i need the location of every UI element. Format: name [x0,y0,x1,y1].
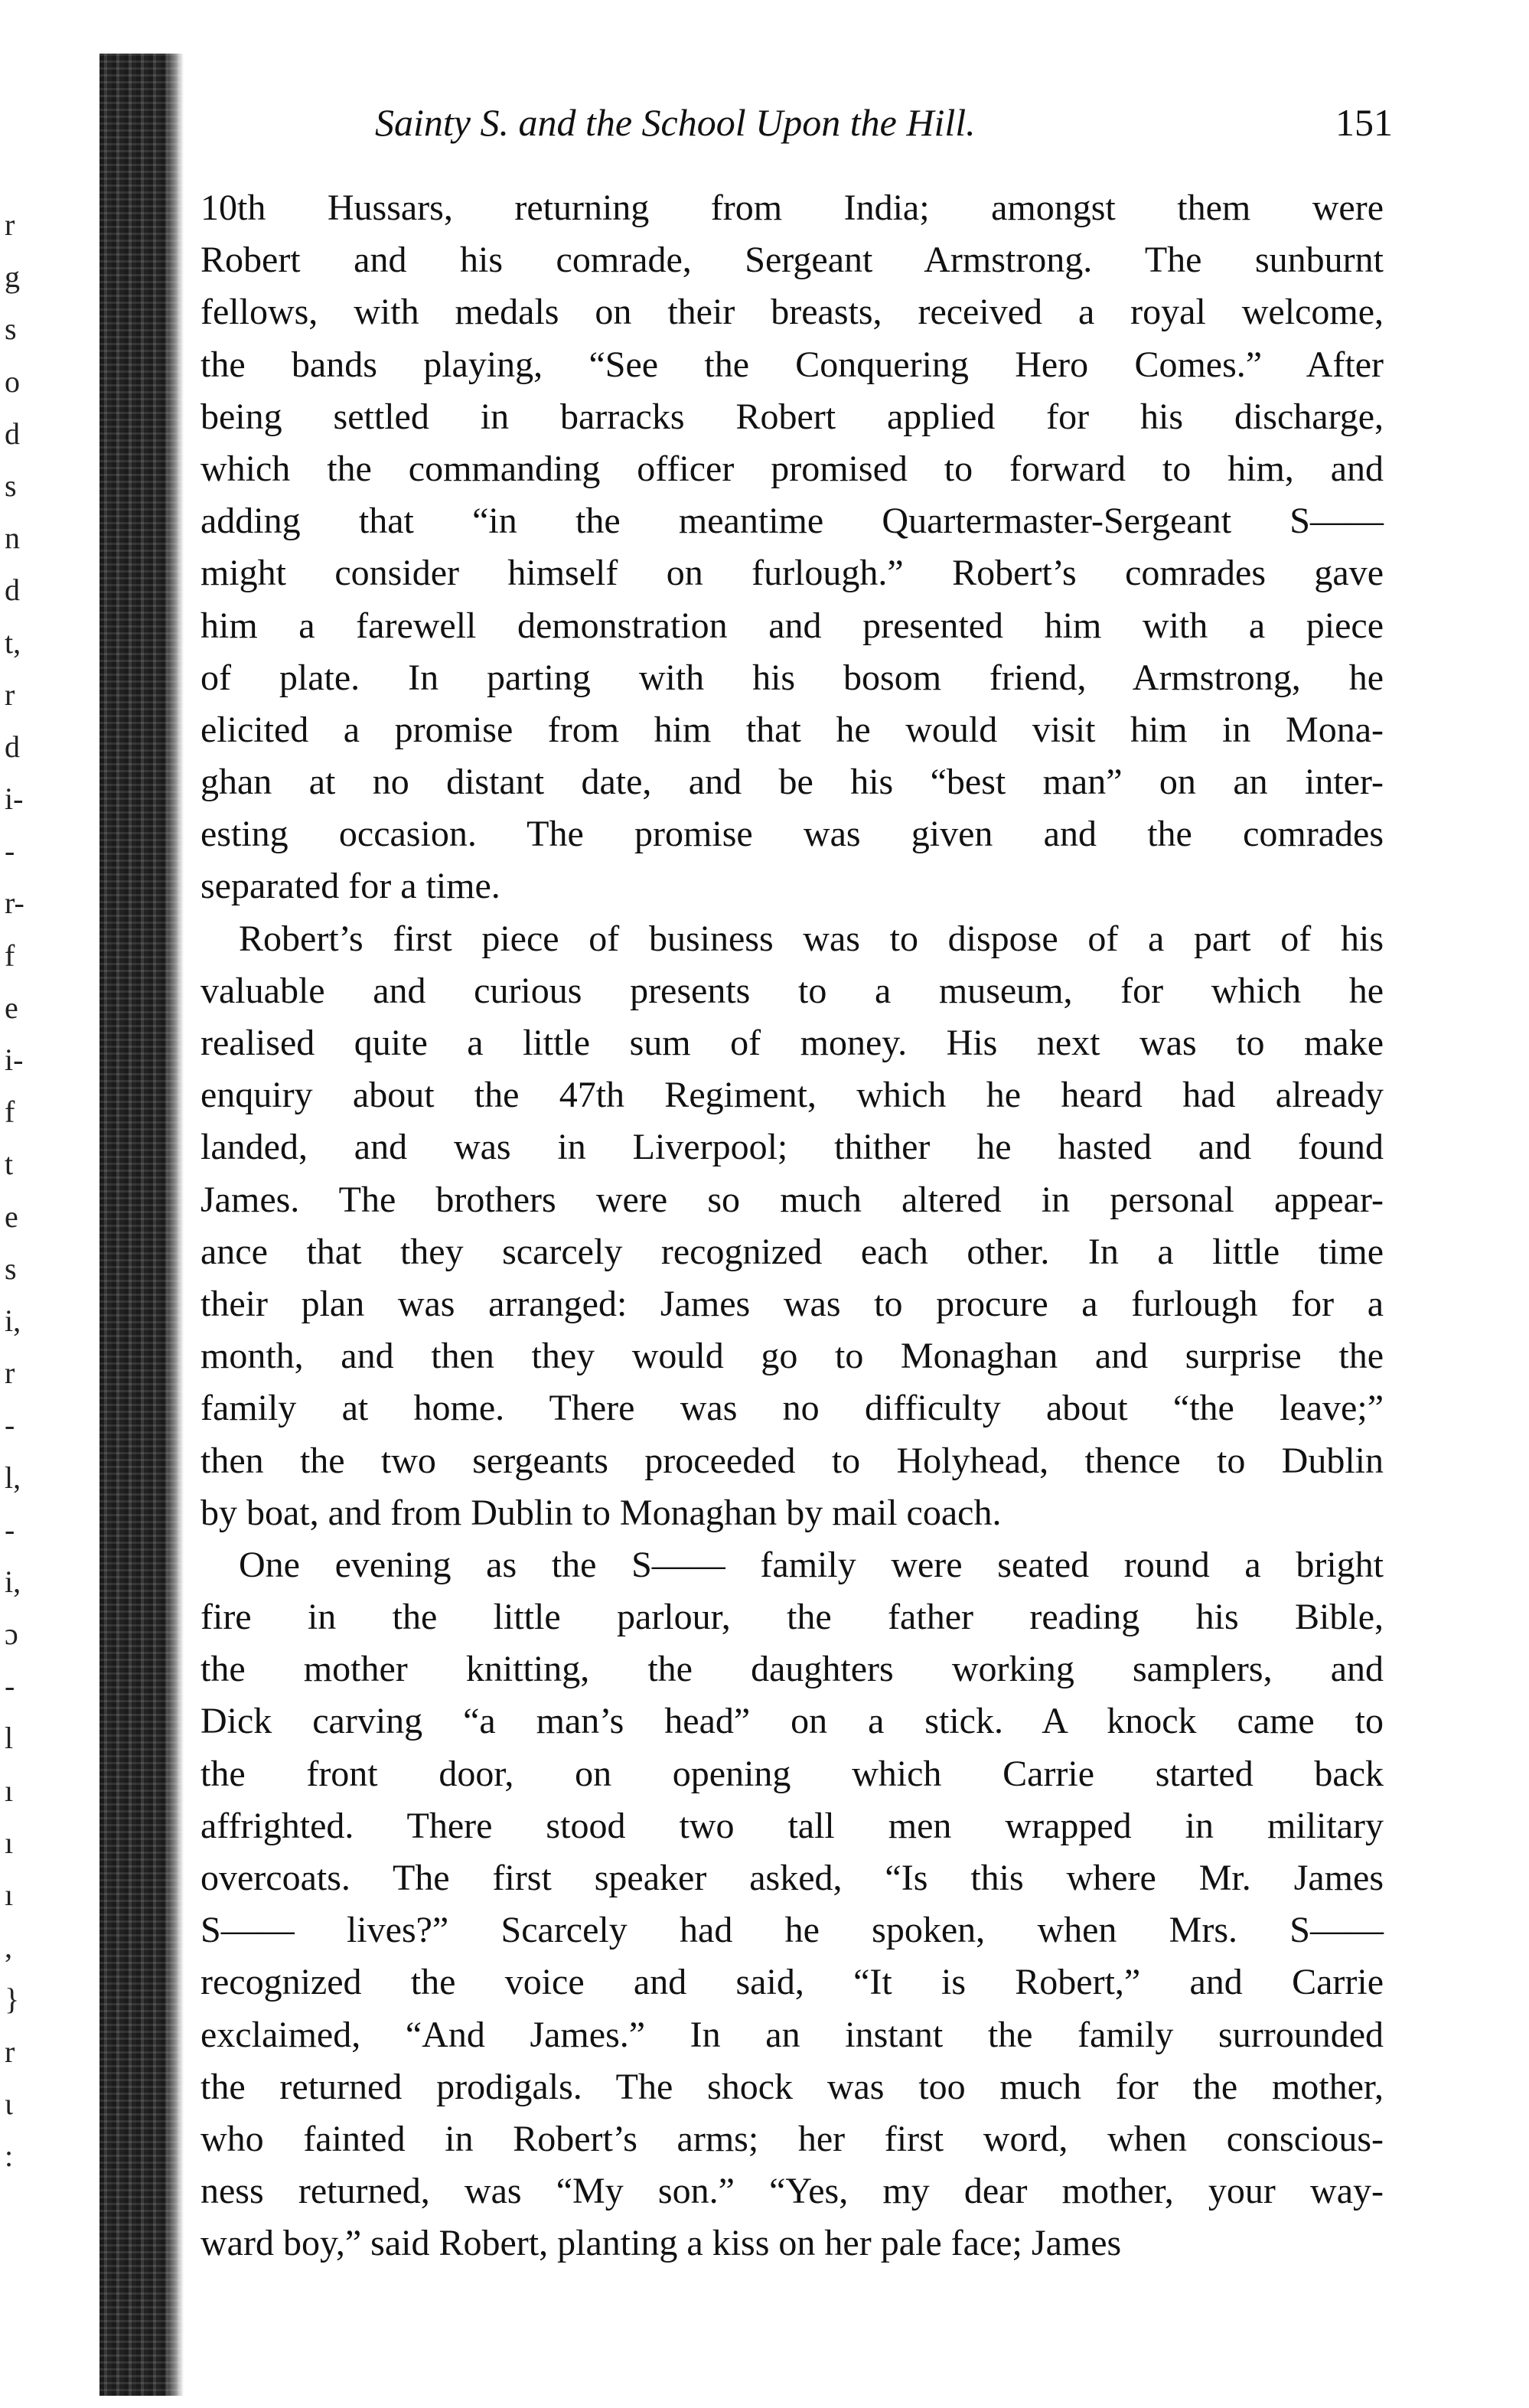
margin-char: f [5,938,15,973]
margin-char: e [5,1199,18,1234]
text-line: James. The brothers were so much altered in personal appear- [200,1179,1384,1220]
margin-char: i- [5,781,24,817]
text-line: who fainted in Robert’s arms; her first word, when conscious- [200,2118,1384,2159]
margin-char: t [5,1147,14,1182]
text-line: affrighted. There stood two tall men wrapped in military [200,1805,1384,1846]
text-line: fire in the little parlour, the father reading his Bible, [200,1597,1384,1638]
margin-char: i, [5,1303,21,1338]
margin-char: ı [5,1878,14,1912]
margin-char: t, [5,625,21,660]
text-line: One evening as the S—— family were seated round a bright [239,1544,1384,1585]
text-line: him a farewell demonstration and presented him with a piece [200,605,1384,646]
text-line: Robert’s first piece of business was to dispose of a part of his [239,918,1384,959]
paragraph [200,1539,1384,2270]
text-line: overcoats. The first speaker asked, “Is this where Mr. James [200,1858,1384,1898]
margin-char: r [5,1356,15,1391]
margin-char: i, [5,1564,21,1599]
text-line: ward boy,” said Robert, planting a kiss on her pale face; James [200,2223,1122,2264]
text-line: esting occasion. The promise was given and the comrades [200,814,1384,855]
margin-char: ı [5,1773,14,1808]
margin-char: l, [5,1460,21,1495]
margin-char: i- [5,1042,24,1077]
margin-char: r- [5,886,24,921]
margin-char: - [5,1669,15,1704]
text-line: by boat, and from Dublin to Monaghan by mail coach. [200,1492,1002,1533]
margin-char: ι [5,2086,13,2121]
margin-char: l [5,1721,14,1756]
text-line: recognized the voice and said, “It is Robert,” and Carrie [200,1962,1384,2003]
facing-page-margin [5,199,51,2182]
book-gutter-shadow [99,54,184,2396]
text-line: month, and then they would go to Monaghan and surprise the [200,1336,1384,1377]
margin-char: ɔ [5,1617,18,1652]
text-line: family at home. There was no difficulty about “the leave;” [200,1388,1384,1429]
margin-char: f [5,1095,15,1130]
margin-char: d [5,416,20,451]
text-line: Robert and his comrade, Sergeant Armstrong. The sunburnt [200,240,1384,281]
margin-char: r [5,677,15,712]
running-title: Sainty S. and the School Upon the Hill. [375,101,976,144]
text-line: landed, and was in Liverpool; thither he hasted and found [200,1127,1384,1168]
text-line: separated for a time. [200,866,500,907]
margin-char: d [5,573,20,608]
text-line: ance that they scarcely recognized each other. In a little time [200,1231,1384,1272]
text-line: adding that “in the meantime Quartermaster-Sergeant S—— [200,501,1384,542]
text-line: S—— lives?” Scarcely had he spoken, when Mrs. S—— [200,1910,1384,1951]
text-line: Dick carving “a man’s head” on a stick. A knock came to [200,1701,1384,1742]
text-line: fellows, with medals on their breasts, received a royal welcome, [200,292,1384,333]
margin-char: g [5,259,20,295]
page-header [375,92,1393,153]
text-line: enquiry about the 47th Regiment, which he heard had already [200,1075,1384,1116]
text-line: valuable and curious presents to a museum, for which he [200,970,1384,1011]
text-line: then the two sergeants proceeded to Holyhead, thence to Dublin [200,1440,1384,1481]
margin-char: n [5,520,20,556]
text-line: ghan at no distant date, and be his “best man” on an inter- [200,762,1384,803]
text-line: the bands playing, “See the Conquering Hero Comes.” After [200,344,1384,385]
body-text [200,182,1384,2270]
text-line: their plan was arranged: James was to procure a furlough for a [200,1283,1384,1324]
paragraph [200,913,1384,1539]
margin-char: s [5,468,17,503]
page-number: 151 [1335,101,1393,144]
text-line: of plate. In parting with his bosom friend, Armstrong, he [200,657,1384,698]
margin-char: s [5,312,17,347]
text-line: the returned prodigals. The shock was too much for the mother, [200,2066,1384,2107]
text-line: being settled in barracks Robert applied for his discharge, [200,396,1384,437]
text-line: elicited a promise from him that he would visit him in Mona- [200,709,1384,750]
margin-char: r [5,2034,15,2069]
margin-char: ı [5,1825,14,1860]
margin-char: o [5,364,20,399]
text-line: exclaimed, “And James.” In an instant the family surrounded [200,2014,1384,2055]
margin-char: : [5,2138,14,2173]
text-line: which the commanding officer promised to forward to him, and [200,448,1384,489]
margin-char: - [5,1408,15,1443]
margin-char: s [5,1251,17,1286]
text-line: the mother knitting, the daughters working samplers, and [200,1649,1384,1690]
text-line: 10th Hussars, returning from India; amongst them were [200,188,1384,228]
margin-char: r [5,207,15,242]
text-line: realised quite a little sum of money. His next was to make [200,1023,1384,1063]
margin-char: , [5,1930,12,1965]
margin-char: - [5,834,15,869]
margin-char: d [5,729,20,764]
text-line: the front door, on opening which Carrie started back [200,1753,1384,1794]
text-line: ness returned, was “My son.” “Yes, my dear mother, your way- [200,2171,1384,2212]
text-line: might consider himself on furlough.” Robert’s comrades gave [200,553,1384,594]
paragraph [200,182,1384,913]
margin-char: - [5,1512,15,1547]
margin-char: } [5,1982,20,2017]
margin-char: e [5,990,18,1025]
